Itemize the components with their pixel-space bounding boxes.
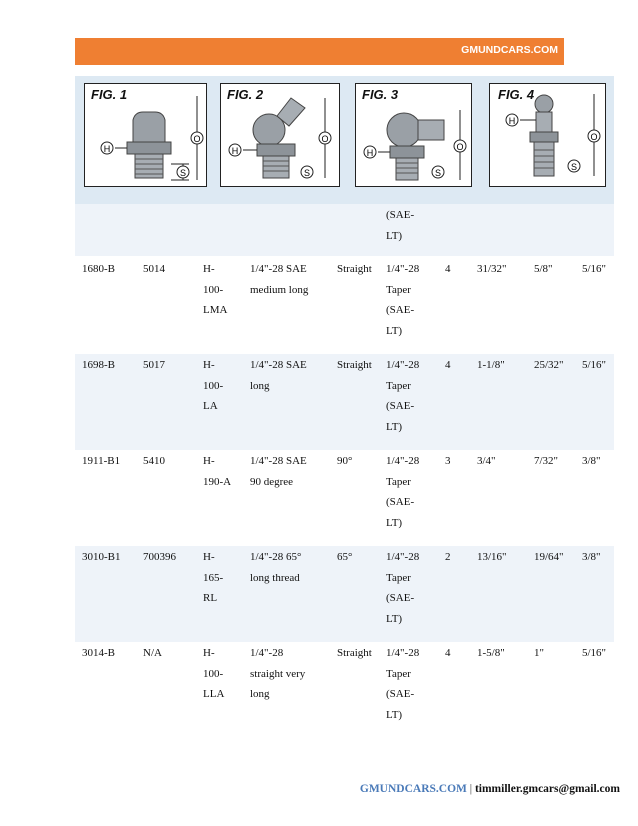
- s-cell: 3/8": [582, 455, 601, 467]
- figure-1: [84, 83, 207, 187]
- h-cell: 5/8": [534, 263, 553, 275]
- desc-cell: 1/4"-28 65° long thread: [250, 551, 302, 584]
- figure-title: FIG. 3: [362, 87, 399, 102]
- table-row: [75, 258, 614, 354]
- thread-cell: 1/4"-28 Taper (SAE- LT): [386, 455, 420, 529]
- part-cell: 3014-B: [82, 647, 115, 659]
- h-marker: H: [231, 146, 239, 156]
- angle-cell: Straight: [337, 647, 372, 659]
- alt-cell: 5017: [143, 359, 165, 371]
- o-cell: 1-5/8": [477, 647, 505, 659]
- figure-2: [220, 83, 340, 187]
- desc-cell: 1/4"-28 SAE medium long: [250, 263, 309, 296]
- fig-cell: 4: [445, 359, 451, 371]
- o-cell: 13/16": [477, 551, 507, 563]
- model-cell: H- 100- LLA: [203, 647, 225, 700]
- angle-cell: 90°: [337, 455, 353, 467]
- model-cell: H- 165- RL: [203, 551, 224, 604]
- o-marker: O: [590, 132, 598, 142]
- figure-3: [355, 83, 472, 187]
- angle-cell: 65°: [337, 551, 353, 563]
- s-cell: 5/16": [582, 359, 607, 371]
- footer-site-link[interactable]: GMUNDCARS.COM: [359, 783, 467, 795]
- brand-label: GMUNDCARS.COM: [461, 44, 558, 56]
- h-marker: H: [508, 116, 516, 126]
- h-marker: H: [103, 144, 111, 154]
- h-marker: H: [366, 148, 374, 158]
- o-marker: O: [456, 142, 464, 152]
- figure-strip: [75, 76, 614, 204]
- part-cell: 3010-B1: [82, 551, 121, 563]
- angle-cell: Straight: [337, 359, 372, 371]
- part-cell: 1698-B: [82, 359, 115, 371]
- fig-cell: 3: [445, 455, 451, 467]
- table-row: [75, 642, 614, 734]
- o-marker: O: [321, 134, 329, 144]
- desc-cell: 1/4"-28 straight very long: [250, 647, 306, 700]
- part-cell: 1680-B: [82, 263, 115, 275]
- thread-cell: 1/4"-28 Taper (SAE- LT): [386, 263, 420, 337]
- o-marker: O: [193, 134, 201, 144]
- s-marker: S: [570, 162, 578, 172]
- alt-cell: 5014: [143, 263, 165, 275]
- s-marker: S: [179, 168, 187, 178]
- s-cell: 5/16": [582, 263, 607, 275]
- s-marker: S: [434, 168, 442, 178]
- thread-cell: 1/4"-28 Taper (SAE- LT): [386, 647, 420, 721]
- table-row: [75, 450, 614, 546]
- desc-cell: 1/4"-28 SAE 90 degree: [250, 455, 307, 488]
- footer-separator: |: [469, 783, 473, 795]
- alt-cell: 5410: [143, 455, 165, 467]
- fitting-long-icon: [490, 84, 607, 188]
- footer: [360, 783, 620, 795]
- header-banner: [75, 38, 564, 65]
- o-cell: 3/4": [477, 455, 496, 467]
- table-row: [75, 354, 614, 450]
- alt-cell: N/A: [143, 647, 162, 659]
- alt-cell: 700396: [143, 551, 176, 563]
- fig-cell: 4: [445, 647, 451, 659]
- footer-email-link[interactable]: timmiller.gmcars@gmail.com: [474, 783, 620, 795]
- o-cell: 1-1/8": [477, 359, 505, 371]
- h-cell: 1": [534, 647, 544, 659]
- fig-cell: 2: [445, 551, 451, 563]
- s-cell: 5/16": [582, 647, 607, 659]
- fitting-angled-icon: [221, 84, 341, 188]
- fitting-90-degree-icon: [356, 84, 473, 188]
- thread-cell: 1/4"-28 Taper (SAE- LT): [386, 551, 420, 625]
- s-marker: S: [303, 168, 311, 178]
- h-cell: 7/32": [534, 455, 559, 467]
- desc-cell: 1/4"-28 SAE long: [250, 359, 307, 392]
- table-row: [75, 546, 614, 642]
- model-cell: H- 190-A: [203, 455, 232, 488]
- h-cell: 19/64": [534, 551, 564, 563]
- s-cell: 3/8": [582, 551, 601, 563]
- part-cell: 1911-B1: [82, 455, 121, 467]
- model-cell: H- 100- LMA: [203, 263, 228, 316]
- fig-cell: 4: [445, 263, 451, 275]
- thread-cell: (SAE- LT): [386, 209, 415, 242]
- model-cell: H- 100- LA: [203, 359, 224, 412]
- angle-cell: Straight: [337, 263, 372, 275]
- thread-cell: 1/4"-28 Taper (SAE- LT): [386, 359, 420, 433]
- figure-title: FIG. 1: [91, 87, 128, 102]
- o-cell: 31/32": [477, 263, 507, 275]
- table-row-partial: [75, 204, 614, 256]
- figure-title: FIG. 4: [498, 87, 535, 102]
- figure-title: FIG. 2: [227, 87, 264, 102]
- fitting-straight-icon: [85, 84, 208, 188]
- h-cell: 25/32": [534, 359, 564, 371]
- figure-4: [489, 83, 606, 187]
